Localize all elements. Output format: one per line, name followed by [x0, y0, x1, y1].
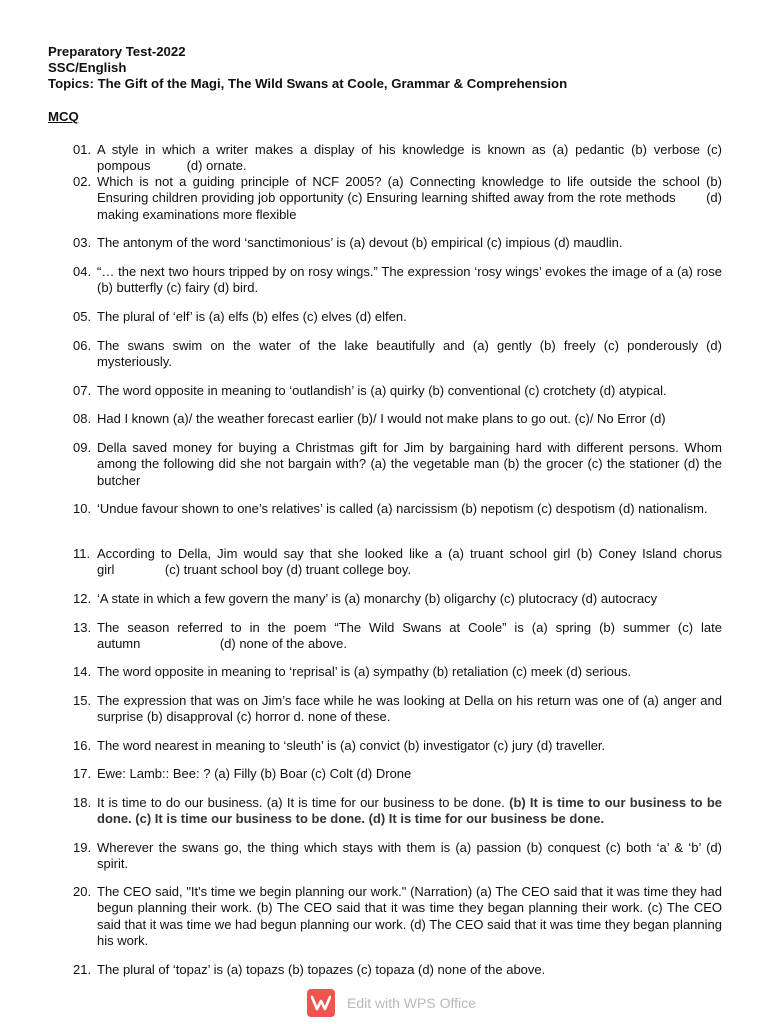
question-number: 14. — [73, 664, 92, 679]
question-item — [73, 738, 722, 754]
question-text-plain: It is time to do our business. (a) It is time for our business to be done. — [97, 795, 505, 810]
question-text: The word opposite in meaning to ‘reprisal’ is (a) sympathy (b) retaliation (c) meek (d) serious. — [97, 664, 632, 679]
question-item — [73, 338, 722, 371]
section-heading-mcq: MCQ — [48, 109, 79, 124]
question-text: The word nearest in meaning to ‘sleuth’ is (a) convict (b) investigator (c) jury (d) traveller. — [97, 738, 606, 753]
question-item — [73, 766, 722, 782]
document-header — [48, 44, 728, 92]
question-item — [73, 440, 722, 489]
question-number: 03. — [73, 235, 92, 250]
question-number: 06. — [73, 338, 92, 353]
question-item — [73, 309, 722, 325]
question-item — [73, 620, 722, 653]
question-number: 19. — [73, 840, 92, 855]
question-item — [73, 693, 722, 726]
question-number: 04. — [73, 264, 92, 279]
question-item — [73, 264, 722, 297]
question-text: The swans swim on the water of the lake beautifully and (a) gently (b) freely (c) ponderously (d) mysteriously. — [97, 338, 722, 370]
question-text: The CEO said, "It's time we begin planning our work." (Narration) (a) The CEO said that it was time they had begun planning their work. (b) The CEO said that it was time they began planning their work. (c) The CEO said that it was time we had begun planning our work. (d) The CEO said that it was time they began planning his work. — [97, 884, 722, 948]
subject-line: SSC/English — [48, 60, 127, 75]
question-text: The season referred to in the poem “The Wild Swans at Coole” is (a) spring (b) summer (c) late autumn (d) none of the above. — [97, 620, 722, 652]
question-number: 05. — [73, 309, 92, 324]
test-title: Preparatory Test-2022 — [48, 44, 186, 59]
wps-watermark-text: Edit with WPS Office — [347, 995, 476, 1011]
question-number: 13. — [73, 620, 92, 635]
question-item — [73, 142, 722, 175]
question-number: 07. — [73, 383, 92, 398]
question-text: Had I known (a)/ the weather forecast earlier (b)/ I would not make plans to go out. (c)/ No Error (d) — [97, 411, 666, 426]
question-item — [73, 174, 722, 223]
question-text: The plural of ‘topaz’ is (a) topazs (b) topazes (c) topaza (d) none of the above. — [97, 962, 546, 977]
question-number: 11. — [73, 546, 91, 561]
wps-watermark[interactable] — [307, 988, 476, 1018]
question-item — [73, 591, 722, 607]
question-text: The word opposite in meaning to ‘outlandish’ is (a) quirky (b) conventional (c) crotchety (d) atypical. — [97, 383, 667, 398]
question-text: According to Della, Jim would say that she looked like a (a) truant school girl (b) Coney Island chorus girl (c) truant school boy (d) truant college boy. — [97, 546, 722, 578]
question-item — [73, 235, 722, 251]
question-number: 10. — [73, 501, 92, 516]
question-number: 17. — [73, 766, 92, 781]
question-item — [73, 411, 722, 427]
question-text: ‘A state in which a few govern the many’ is (a) monarchy (b) oligarchy (c) plutocracy (d) autocracy — [97, 591, 658, 606]
question-number: 18. — [73, 795, 92, 810]
question-text: A style in which a writer makes a display of his knowledge is known as (a) pedantic (b) verbose (c) pompous (d) ornate. — [97, 142, 722, 174]
question-number: 09. — [73, 440, 92, 455]
question-text: Which is not a guiding principle of NCF 2005? (a) Connecting knowledge to life outside the school (b) Ensuring children providing job opportunity (c) Ensuring learning shifted away from the rote methods (d) making examinations more flexible — [97, 174, 722, 222]
question-item — [73, 962, 722, 978]
question-item — [73, 501, 722, 517]
question-item — [73, 383, 722, 399]
question-text-bold: (b) It is time to our business to be done. (c) It is time our business to be done. (d) It is time for our business be done. — [97, 795, 722, 827]
question-item — [73, 840, 722, 873]
question-number: 21. — [73, 962, 92, 977]
question-item — [73, 795, 722, 828]
question-text: The expression that was on Jim’s face while he was looking at Della on his return was one of (a) anger and surprise (b) disapproval (c) horror d. none of these. — [97, 693, 722, 725]
question-text: “… the next two hours tripped by on rosy wings.” The expression ‘rosy wings’ evokes the image of a (a) rose (b) butterfly (c) fairy (d) bird. — [97, 264, 722, 296]
question-text — [97, 795, 722, 828]
question-item — [73, 664, 722, 680]
question-number: 01. — [73, 142, 92, 157]
question-text: The plural of ‘elf’ is (a) elfs (b) elfes (c) elves (d) elfen. — [97, 309, 407, 324]
wps-logo-icon — [307, 989, 335, 1017]
question-text: ‘Undue favour shown to one’s relatives’ is called (a) narcissism (b) nepotism (c) despotism (d) nationalism. — [97, 501, 708, 516]
question-text: Wherever the swans go, the thing which stays with them is (a) passion (b) conquest (c) both ‘a’ & ‘b’ (d) spirit. — [97, 840, 722, 872]
question-text: Della saved money for buying a Christmas gift for Jim by bargaining hard with different persons. Whom among the following did she not bargain with? (a) the vegetable man (b) the grocer (c) the stationer (d) the butcher — [97, 440, 722, 488]
question-number: 15. — [73, 693, 92, 708]
question-item — [73, 546, 722, 579]
question-item — [73, 884, 722, 949]
question-number: 16. — [73, 738, 92, 753]
question-text: Ewe: Lamb:: Bee: ? (a) Filly (b) Boar (c) Colt (d) Drone — [97, 766, 412, 781]
question-number: 20. — [73, 884, 92, 899]
question-number: 12. — [73, 591, 92, 606]
topics-line: Topics: The Gift of the Magi, The Wild Swans at Coole, Grammar & Comprehension — [48, 76, 568, 91]
question-number: 02. — [73, 174, 92, 189]
question-text: The antonym of the word ‘sanctimonious’ is (a) devout (b) empirical (c) impious (d) maudlin. — [97, 235, 623, 250]
question-number: 08. — [73, 411, 92, 426]
